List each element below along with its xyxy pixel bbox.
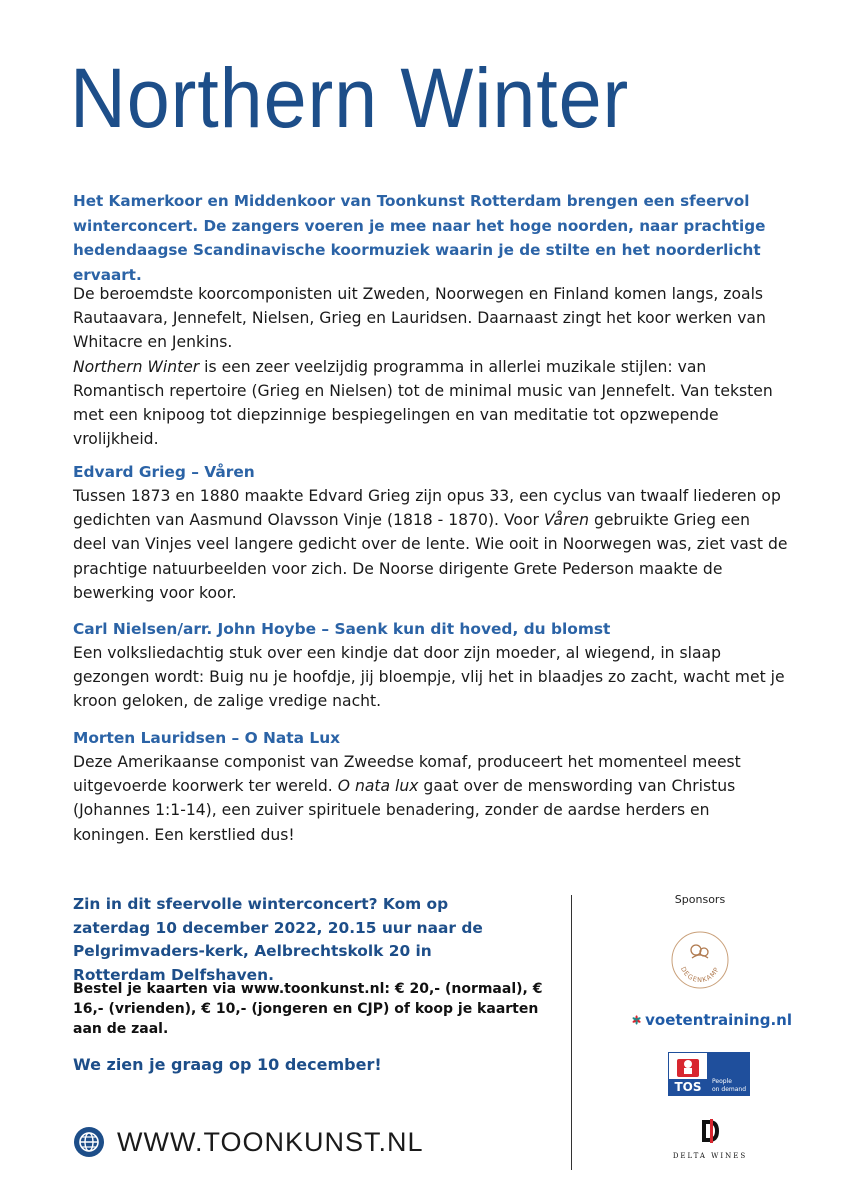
divider (571, 895, 572, 1170)
tos-symbol-icon (669, 1055, 707, 1079)
section-heading: Morten Lauridsen – O Nata Lux (73, 729, 341, 747)
section-text: Deze Amerikaanse componist van Zweedse komaf, produceert het momenteel meest uitgevoerde koorwerk ter wereld. O nata lux gaat over de menswording van Christus (Johannes 1:1-14), een zuiver spirituele benadering, zonder de aardse herders en koningen. Een kerstlied dus! (73, 753, 741, 844)
sponsors-label: Sponsors (674, 893, 726, 906)
section-text: Een volksliedachtig stuk over een kindje dat door zijn moeder, al wiegend, in slaap gezongen wordt: Buig nu je hoofdje, jij bloempje, vlij het in blaadjes zo zacht, wacht met je kroon geloken, de zalige vredige nacht. (73, 644, 785, 711)
program-paragraph-2: Northern Winter is een zeer veelzijdig programma in allerlei muzikale stijlen: van Romantisch repertoire (Grieg en Nielsen) tot de minimal music van Jennefelt. Van teksten met een knipoog tot diepzinnige bespiegelingen en van meditatie tot opzwepende vrolijkheid. (73, 357, 773, 449)
sponsor-tos-logo: TOS People on demand (668, 1052, 750, 1096)
section-lauridsen (73, 726, 788, 847)
svg-text:DEGENKAMP: DEGENKAMP (678, 965, 722, 985)
section-heading: Edvard Grieg – Våren (73, 463, 255, 481)
program-title-emphasis: Northern Winter (73, 357, 200, 376)
sponsor-voetentraining-logo: voetentraining.nl (632, 1005, 792, 1035)
degenkamp-badge-icon (670, 930, 730, 990)
section-text: Tussen 1873 en 1880 maakte Edvard Grieg zijn opus 33, een cyclus van twaalf liederen op gedichten van Aasmund Olavsson Vinje (1818 - 1870). Voor Våren gebruikte Grieg een deel van Vinjes veel langere gedicht over de lente. Wie ooit in Noorwegen was, ziet vast de prachtige natuurbeelden voor zich. De Noorse dirigente Grete Pederson maakte de bewerking voor koor. (73, 487, 788, 602)
concert-call-to-action: Zin in dit sfeervolle winterconcert? Kom op zaterdag 10 december 2022, 20.15 uur naar de Pelgrimvaders-kerk, Aelbrechtskolk 20 in Rotterdam Delfshaven. (73, 895, 483, 984)
voetentraining-flower-icon (632, 1008, 641, 1032)
website-url[interactable]: WWW.TOONKUNST.NL (117, 1126, 424, 1157)
section-nielsen (73, 617, 788, 714)
section-heading: Carl Nielsen/arr. John Hoybe – Saenk kun dit hoved, du blomst (73, 620, 611, 638)
sponsor-degenkamp-logo (670, 930, 730, 990)
delta-wines-icon (699, 1118, 721, 1144)
program-paragraph-1: De beroemdste koorcomponisten uit Zweden, Noorwegen en Finland komen langs, zoals Rautaavara, Jennefelt, Nielsen, Grieg en Lauridsen. Daarnaast zingt het koor werken van Whitacre en Jenkins. (73, 285, 766, 352)
intro-paragraph: Het Kamerkoor en Middenkoor van Toonkunst Rotterdam brengen een sfeervol winterconcert. De zangers voeren je mee naar het hoge noorden, naar prachtige hedendaagse Scandinavische koormuziek waarin je de stilte en het noorderlicht ervaart. (73, 192, 766, 284)
page-title: Northern Winter (70, 51, 630, 145)
section-grieg (73, 460, 788, 605)
website-link[interactable] (73, 1124, 424, 1160)
globe-icon (73, 1126, 105, 1158)
ticket-info: Bestel je kaarten via www.toonkunst.nl: € 20,- (normaal), € 16,- (vrienden), € 10,- (jongeren en CJP) of koop je kaarten aan de zaal. (73, 981, 543, 1037)
program-description (73, 282, 788, 451)
closing-line: We zien je graag op 10 december! (73, 1055, 382, 1074)
sponsor-delta-wines-logo: DELTA WINES (660, 1118, 760, 1168)
